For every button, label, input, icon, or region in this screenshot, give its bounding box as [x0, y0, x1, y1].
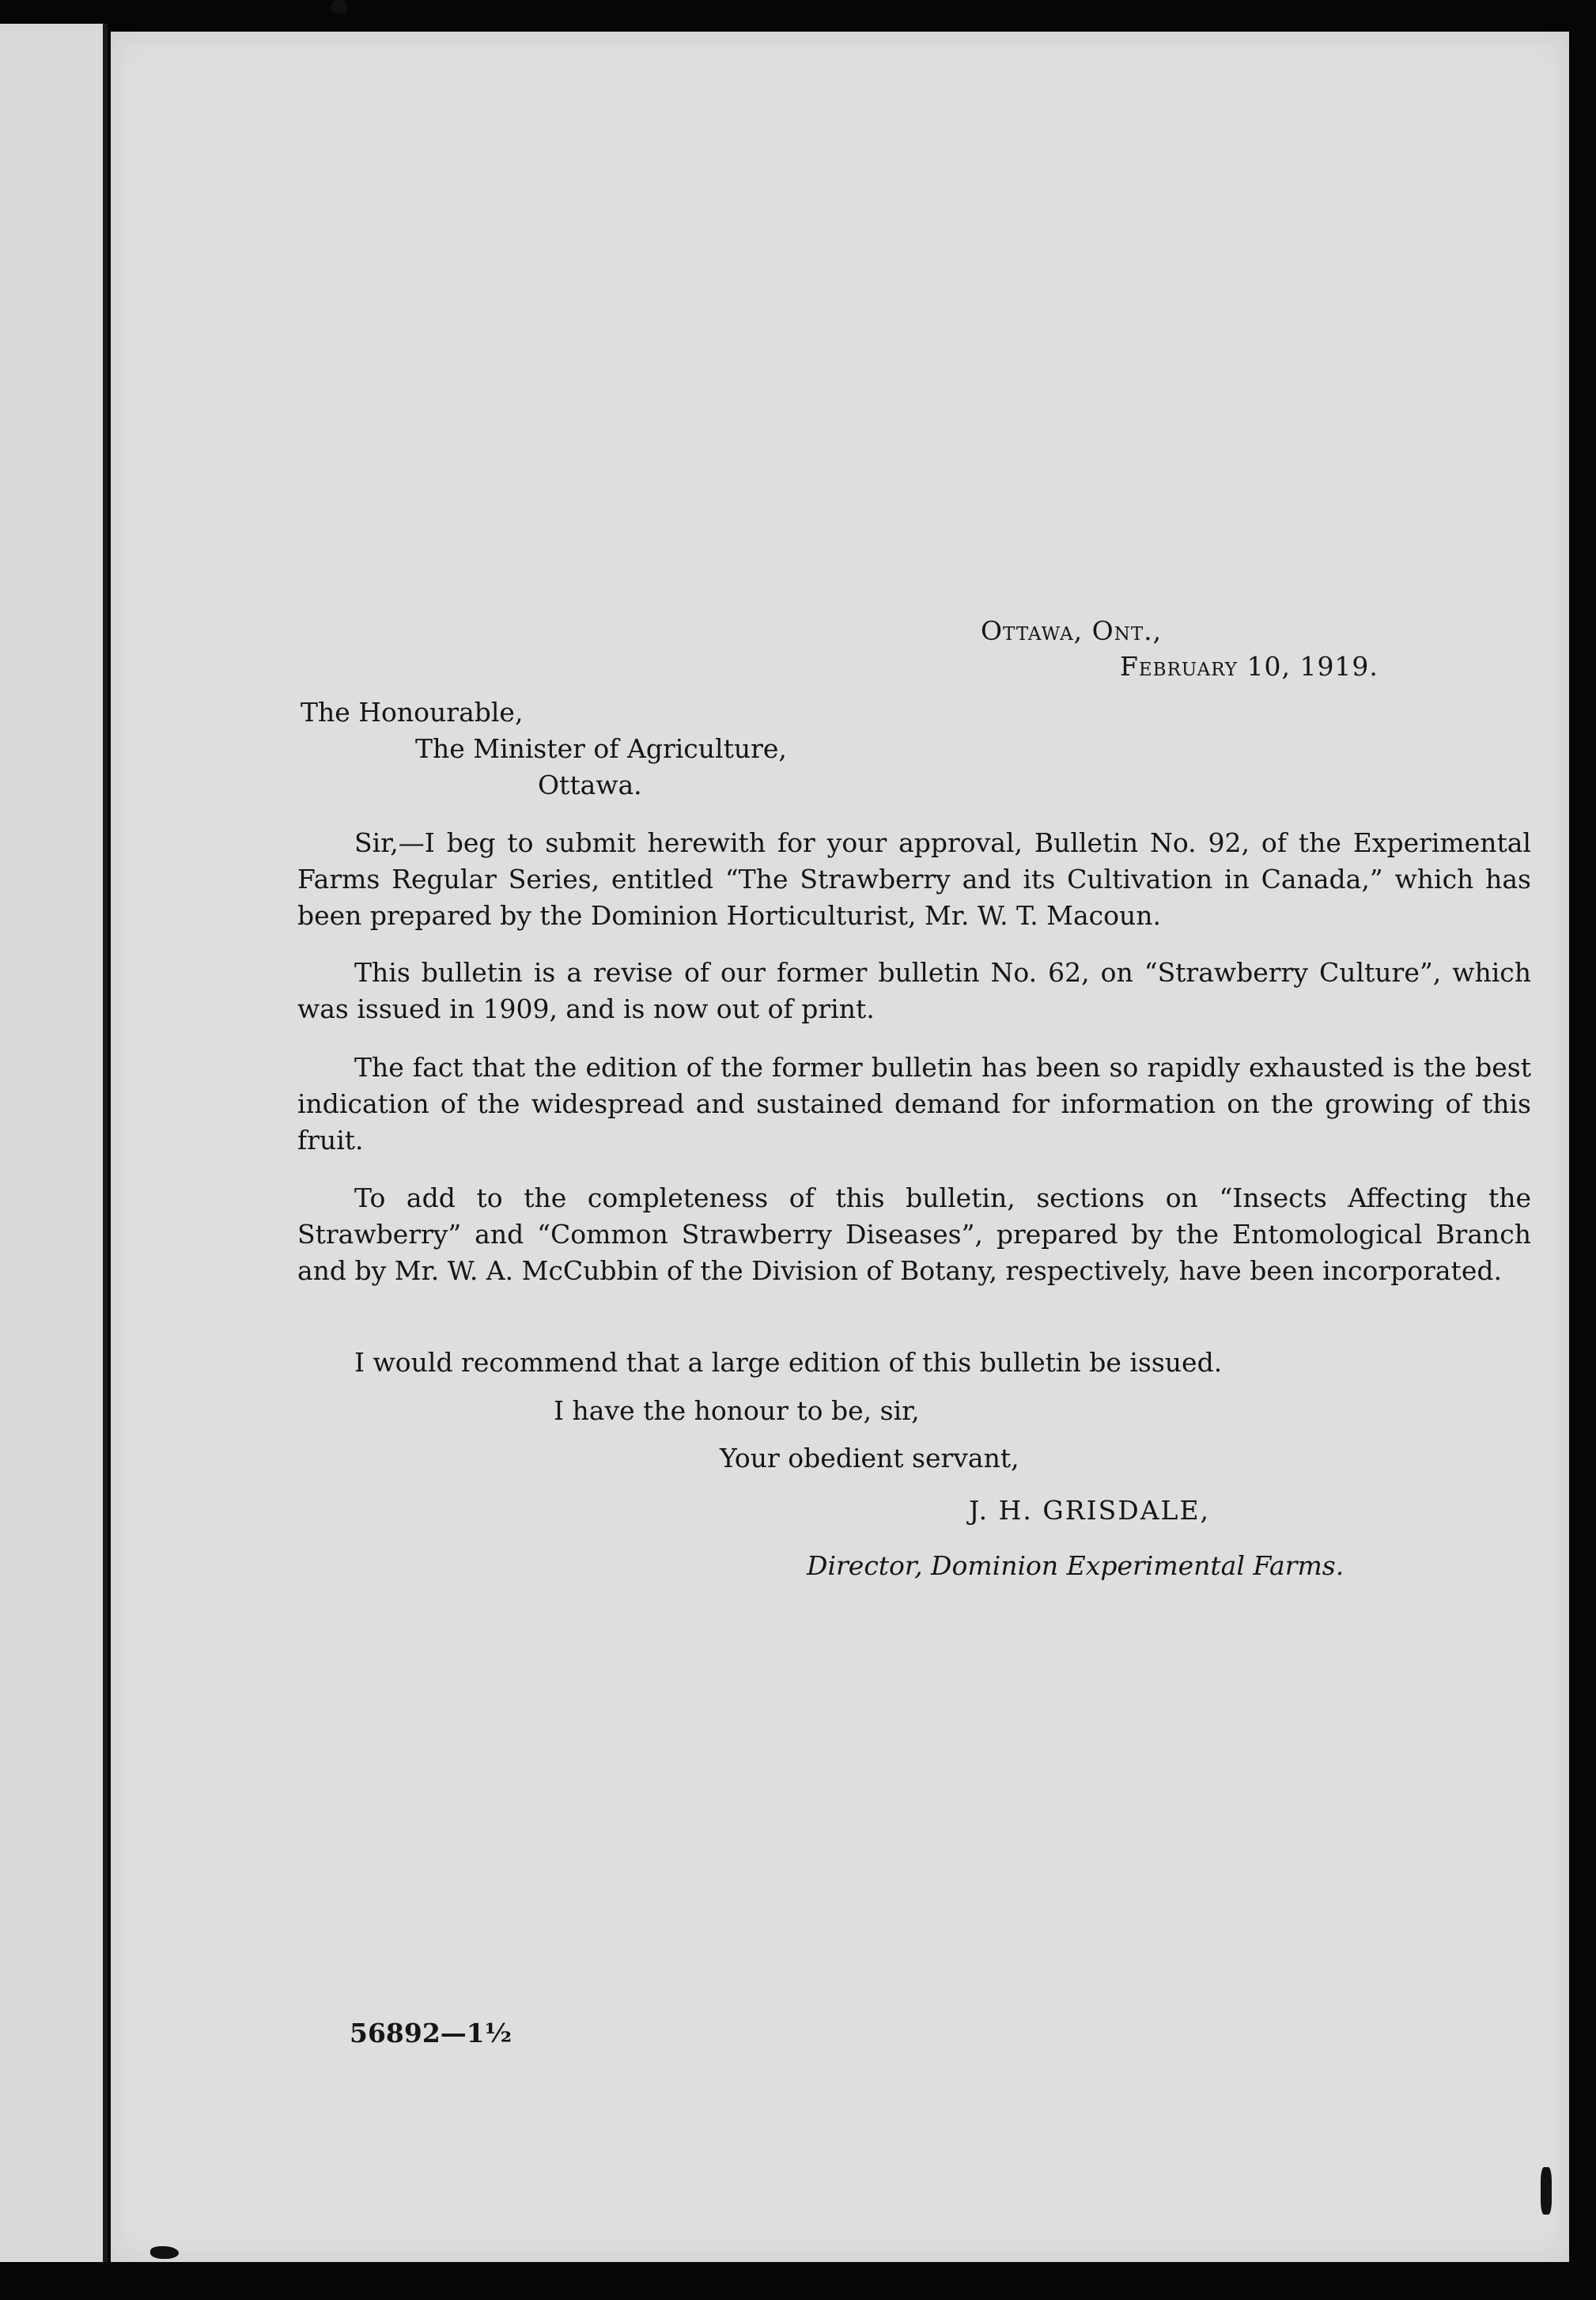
- addressee-line-3: Ottawa.: [538, 770, 642, 800]
- paragraph-3: The fact that the edition of the former bulletin has been so rapidly exhausted is the best indication of the widespread and sustained demand for information on the growing of this fruit.: [297, 1052, 1531, 1156]
- closing-line-1: I have the honour to be, sir,: [554, 1395, 920, 1426]
- signature: J. H. GRISDALE,: [969, 1495, 1211, 1526]
- paragraph-5: I would recommend that a large edition of this bulletin be issued.: [354, 1347, 1223, 1378]
- signatory-title: Director, Dominion Experimental Farms.: [807, 1550, 1344, 1581]
- paragraph-4: To add to the completeness of this bulletin, sections on “Insects Affecting the Strawberry” and “Common Strawberry Diseases”, prepared by the Entomological Branch and by Mr. W. A. McCubbin of the Division of Botany, respectively, have been incorporated.: [297, 1182, 1531, 1286]
- scan-speck: [1541, 2167, 1552, 2215]
- previous-page-edge: [0, 24, 108, 2262]
- print-code: 56892—1½: [350, 2018, 512, 2048]
- addressee-line-2: The Minister of Agriculture,: [415, 733, 787, 764]
- scan-speck: [150, 2246, 179, 2259]
- paragraph-2: This bulletin is a revise of our former bulletin No. 62, on “Strawberry Culture”, which was issued in 1909, and is now out of print.: [297, 957, 1531, 1024]
- letter-place: Ottawa, Ont.,: [981, 615, 1163, 646]
- paragraph-1: Sir,—I beg to submit herewith for your approval, Bulletin No. 92, of the Experimental Farms Regular Series, entitled “The Strawberry and its Cultivation in Canada,” which has been prepared by the Dominion Horticulturist, Mr. W. T. Macoun.: [297, 827, 1531, 931]
- addressee-line-1: The Honourable,: [301, 697, 524, 728]
- closing-line-2: Your obedient servant,: [720, 1443, 1019, 1473]
- letter-date: February 10, 1919.: [1120, 651, 1379, 682]
- scan-speck: [331, 0, 348, 14]
- document-page: [111, 32, 1569, 2262]
